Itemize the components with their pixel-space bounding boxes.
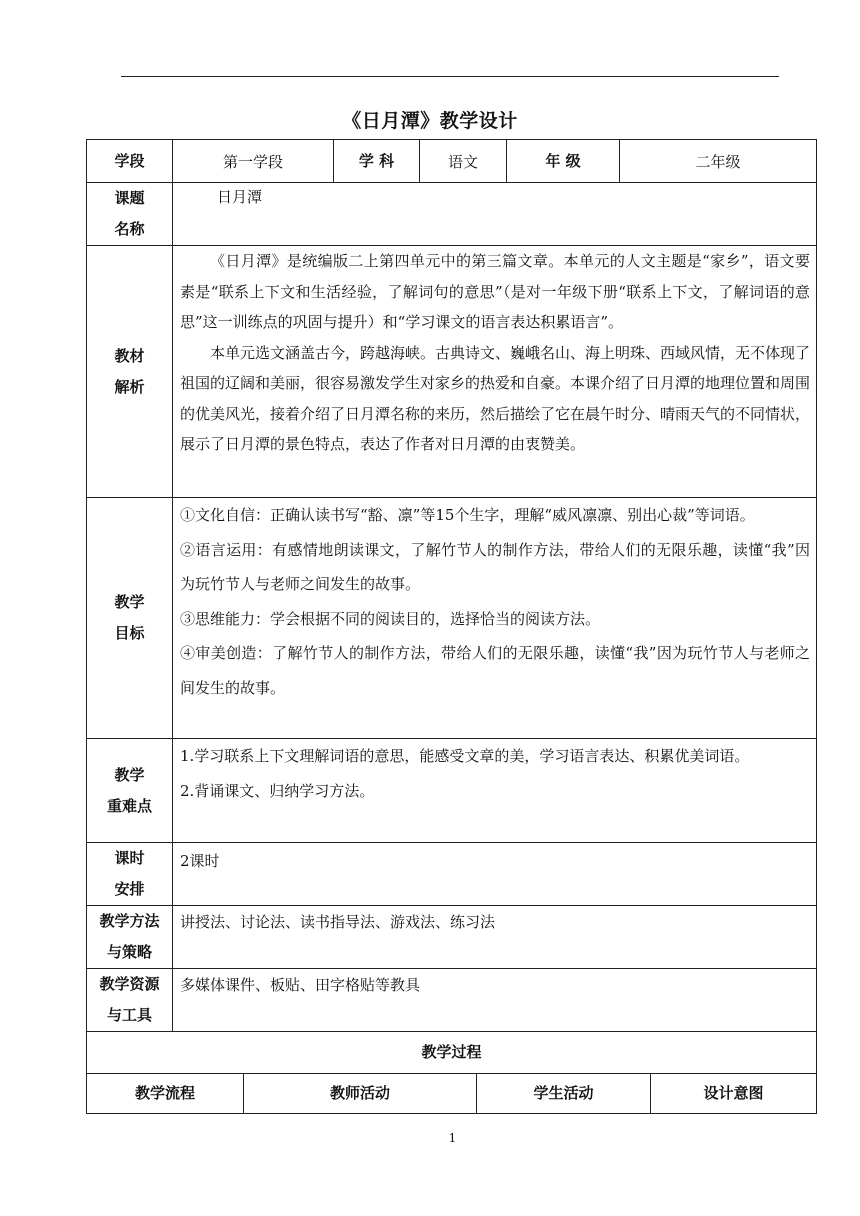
topic-label: 课题 名称 xyxy=(87,183,173,246)
analysis-label: 教材 解析 xyxy=(87,246,173,498)
process-column-header: 学生活动 xyxy=(477,1074,651,1114)
goal-item: ③思维能力：学会根据不同的阅读目的，选择恰当的阅读方法。 xyxy=(180,609,601,628)
process-title-row xyxy=(87,1032,817,1074)
goal-item: ①文化自信：正确认读书写“豁、凛”等15个生字，理解“威风凛凛、别出心裁”等词语。 xyxy=(180,506,755,524)
goals-content xyxy=(173,498,817,739)
schedule-label: 课时 安排 xyxy=(87,843,173,906)
key-points-row xyxy=(87,739,817,843)
schedule-row xyxy=(87,843,817,906)
analysis-row xyxy=(87,246,817,498)
goal-item: ④审美创造：了解竹节人的制作方法，带给人们的无限乐趣，读懂“我”因为玩竹节人与老师之间发生的故事。 xyxy=(180,644,811,697)
page-number: 1 xyxy=(448,1131,457,1145)
grade-label: 年 级 xyxy=(507,140,620,183)
analysis-paragraph-2: 本单元选文涵盖古今，跨越海峡。古典诗文、巍峨名山、海上明珠、西域风情，无不体现了祖国的辽阔和美丽，很容易激发学生对家乡的热爱和自豪。本课介绍了日月潭的地理位置和周围的优美风光，接着介绍了日月潭名称的来历，然后描绘了它在晨午时分、晴雨天气的不同情状，展示了日月潭的景色特点，表达了作者对日月潭的由衷赞美。 xyxy=(180,343,811,453)
header-row xyxy=(87,140,817,183)
process-column-header: 设计意图 xyxy=(651,1074,817,1114)
resources-label: 教学资源 与工具 xyxy=(87,969,173,1032)
stage-label: 学段 xyxy=(87,140,173,183)
analysis-paragraph-1: 《日月潭》是统编版二上第四单元中的第三篇文章。本单元的人文主题是“家乡”，语文要素是“联系上下文和生活经验，了解词句的意思”（是对一年级下册“联系上下文，了解词语的意思”这一训练点的巩固与提升）和“学习课文的语言表达积累语言”。 xyxy=(180,252,811,331)
schedule-value: 2课时 xyxy=(173,843,817,906)
methods-label: 教学方法 与策略 xyxy=(87,906,173,969)
key-points-content xyxy=(173,739,817,843)
topic-value: 日月潭 xyxy=(173,183,817,246)
document-title: 《日月潭》教学设计 xyxy=(342,110,518,132)
key-point-item: 2.背诵课文、归纳学习方法。 xyxy=(180,781,375,800)
process-title: 教学过程 xyxy=(87,1032,817,1074)
analysis-content xyxy=(173,246,817,498)
resources-value: 多媒体课件、板贴、田字格贴等教具 xyxy=(173,969,817,1032)
subject-label: 学 科 xyxy=(334,140,420,183)
key-points-label: 教学 重难点 xyxy=(87,739,173,843)
header-rule xyxy=(121,76,779,77)
goals-row xyxy=(87,498,817,739)
resources-row xyxy=(87,969,817,1032)
subject-value: 语文 xyxy=(420,140,507,183)
process-column-header: 教师活动 xyxy=(244,1074,477,1114)
stage-value: 第一学段 xyxy=(173,140,334,183)
grade-value: 二年级 xyxy=(620,140,817,183)
lesson-plan-table xyxy=(86,139,817,1114)
topic-row xyxy=(87,183,817,246)
methods-row xyxy=(87,906,817,969)
key-point-item: 1.学习联系上下文理解词语的意思，能感受文章的美，学习语言表达、积累优美词语。 xyxy=(180,747,750,765)
goal-item: ②语言运用：有感情地朗读课文，了解竹节人的制作方法，带给人们的无限乐趣，读懂“我”因为玩竹节人与老师之间发生的故事。 xyxy=(180,540,811,593)
process-column-header: 教学流程 xyxy=(87,1074,244,1114)
process-header-row xyxy=(87,1074,817,1114)
methods-value: 讲授法、讨论法、读书指导法、游戏法、练习法 xyxy=(173,906,817,969)
goals-label: 教学 目标 xyxy=(87,498,173,739)
